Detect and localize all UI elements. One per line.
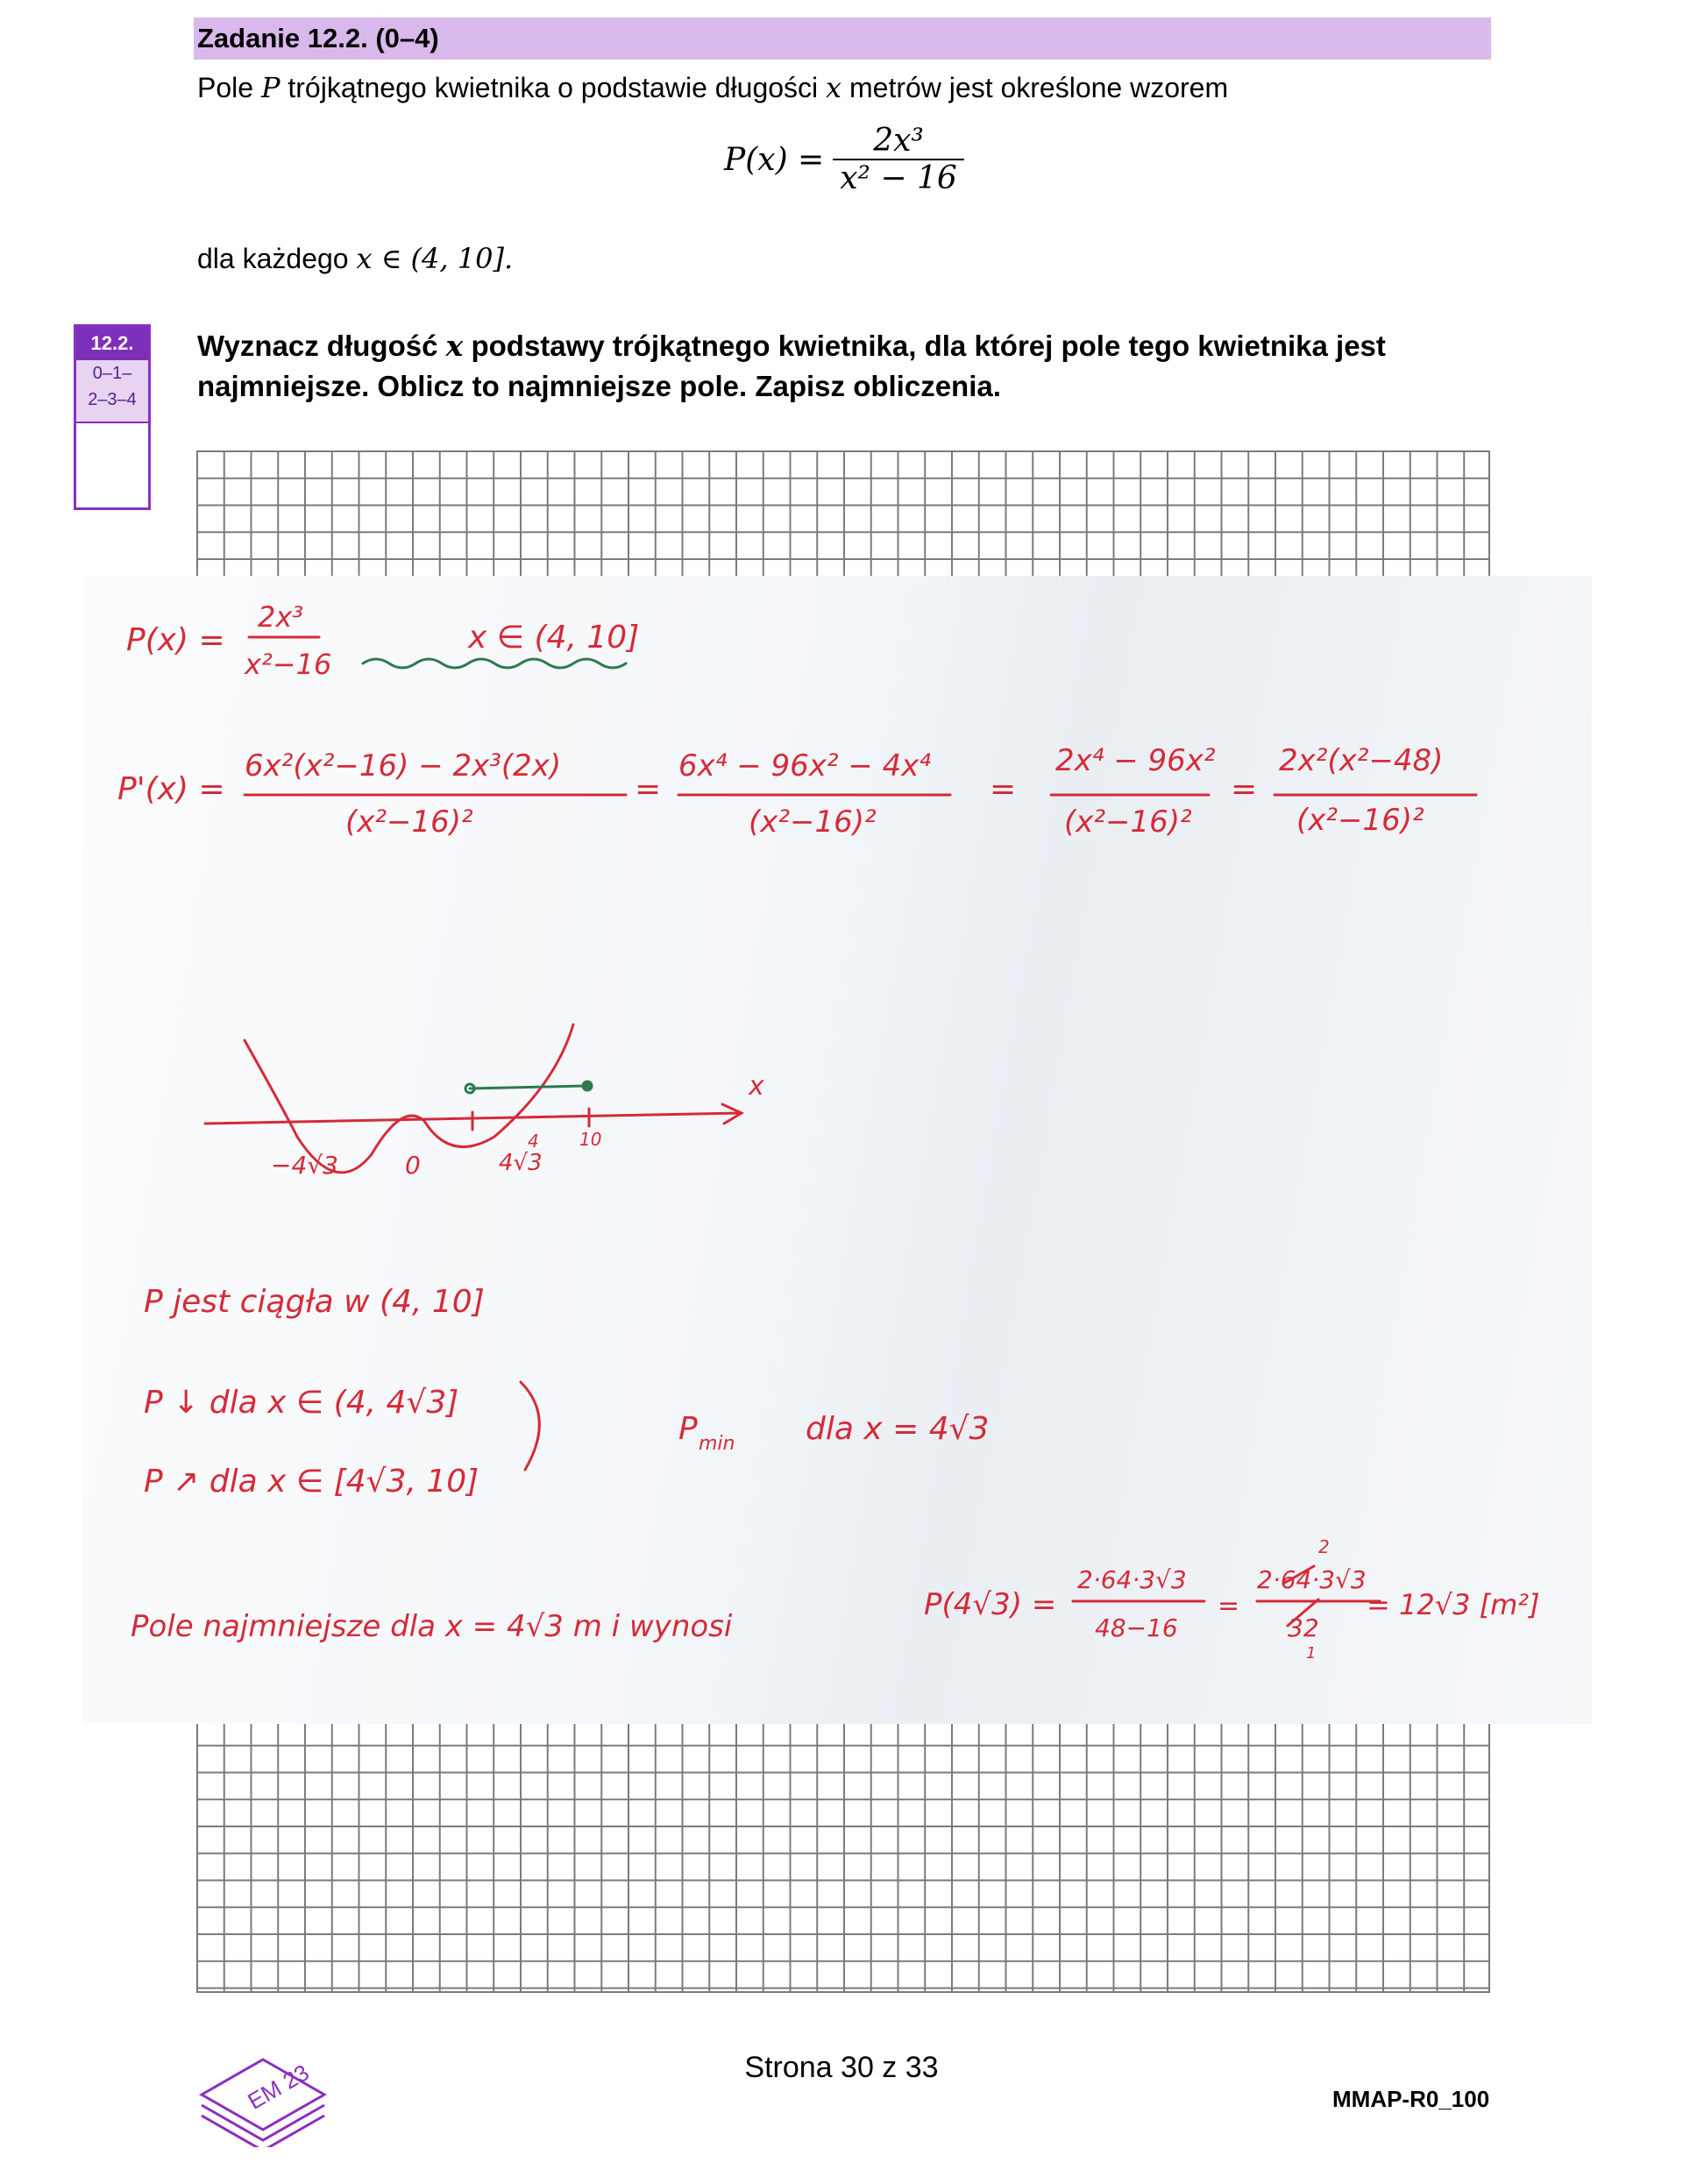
hw-deriv-den4: (x²−16)² (1296, 803, 1424, 838)
question-part1: Wyznacz długość (197, 330, 438, 362)
domain-prefix: dla każdego (197, 243, 349, 274)
task-title: Zadanie 12.2. (0–4) (197, 23, 439, 53)
hw-conclusion-continuity: P jest ciągła w (4, 10] (144, 1284, 485, 1320)
hw-eq1: = (635, 771, 662, 807)
intro-var-p: P (260, 71, 280, 104)
hw-domain-segment (470, 1086, 586, 1088)
hw-final-eq: = (1218, 1591, 1240, 1621)
question-var-x: x (445, 329, 464, 363)
score-points-line2: 2–3–4 (88, 390, 137, 409)
hw-final-den1: 48−16 (1095, 1613, 1178, 1642)
hw-p-num: 2x³ (258, 600, 304, 634)
score-points (76, 360, 148, 423)
score-task-id: 12.2. (76, 327, 148, 360)
hw-deriv-num1: 6x²(x²−16) − 2x³(2x) (245, 748, 562, 784)
hw-tick-pos-label: 4√3 (499, 1150, 543, 1176)
hw-final-num1: 2·64·3√3 (1077, 1565, 1187, 1594)
hw-closed-endpoint (583, 1081, 592, 1090)
hw-deriv-lhs: P'(x) = (117, 771, 225, 807)
hw-conclusion-increasing: P ↗ dla x ∈ [4√3, 10] (144, 1464, 479, 1500)
hw-deriv-den1: (x²−16)² (345, 805, 473, 840)
hw-deriv-den2: (x²−16)² (749, 805, 877, 840)
hw-tick-zero-label: 0 (405, 1151, 421, 1180)
task-intro (197, 70, 1228, 105)
hw-conclusion-decreasing: P ↓ dla x ∈ (4, 4√3] (144, 1385, 459, 1421)
handwritten-solution (82, 576, 1592, 1724)
intro-text-b: trójkątnego kwietnika o podstawie długości (288, 72, 819, 103)
hw-final-den2: 32 (1288, 1613, 1319, 1642)
hw-tick-neg-label: −4√3 (271, 1151, 338, 1180)
logo-text: EM 23 (243, 2059, 314, 2115)
question-part2: podstawy trójkątnego kwietnika, dla której pole tego kwietnika jest najmniejsze. Oblicz to najmniejsze pole. Zapisz obliczenia. (197, 330, 1386, 402)
page-number: Strona 30 z 33 (744, 2051, 939, 2084)
hw-final-small-bot: 1 (1306, 1644, 1317, 1663)
hw-pmin-cond: dla x = 4√3 (806, 1411, 990, 1447)
hw-deriv-num2: 6x⁴ − 96x² − 4x⁴ (678, 748, 931, 784)
hw-eq3: = (1231, 771, 1258, 807)
hw-tick-ten-label: 10 (579, 1129, 602, 1150)
hw-final-small-top: 2 (1318, 1536, 1330, 1557)
formula-numerator: 2x³ (833, 123, 964, 160)
hw-deriv-num3: 2x⁴ − 96x² (1055, 743, 1216, 778)
formula-lhs: P(x) = (724, 141, 825, 178)
hw-final-result: = 12√3 [m²] (1367, 1588, 1540, 1621)
exam-code: MMAP-R0_100 (1332, 2086, 1490, 2112)
hw-eq2: = (990, 771, 1017, 807)
hw-p-lhs: P(x) = (126, 622, 225, 658)
hw-pmin-sub: min (699, 1433, 735, 1455)
hw-domain-underline (363, 659, 626, 668)
hw-p-den: x²−16 (245, 648, 332, 681)
question-text (197, 326, 1486, 407)
answer-grid-bottom (196, 1718, 1490, 1993)
intro-text-a: Pole (197, 72, 254, 103)
hw-deriv-den3: (x²−16)² (1064, 805, 1192, 840)
hw-pmin: P (678, 1411, 698, 1447)
task-domain (197, 241, 513, 276)
hw-final-text: Pole najmniejsze dla x = 4√3 m i wynosi (131, 1609, 733, 1644)
hw-final-num2: 2·64·3√3 (1257, 1565, 1367, 1594)
hw-final-lhs: P(4√3) = (924, 1587, 1057, 1622)
hw-tick-four-label: 4 (528, 1131, 539, 1152)
formula-denominator: x² − 16 (840, 160, 957, 196)
intro-text-c: metrów jest określone wzorem (849, 72, 1229, 103)
domain-math: x ∈ (4, 10]. (356, 242, 514, 275)
answer-grid-top (196, 450, 1490, 582)
hw-domain: x ∈ (4, 10] (468, 620, 640, 656)
area-formula (723, 123, 964, 196)
handwritten-solution-sheet (82, 576, 1592, 1724)
hw-bracket (521, 1382, 539, 1470)
hw-axis-x-label: x (749, 1071, 764, 1102)
intro-var-x: x (826, 71, 842, 104)
score-points-line1: 0–1– (92, 364, 132, 383)
hw-deriv-num4: 2x²(x²−48) (1279, 743, 1444, 778)
